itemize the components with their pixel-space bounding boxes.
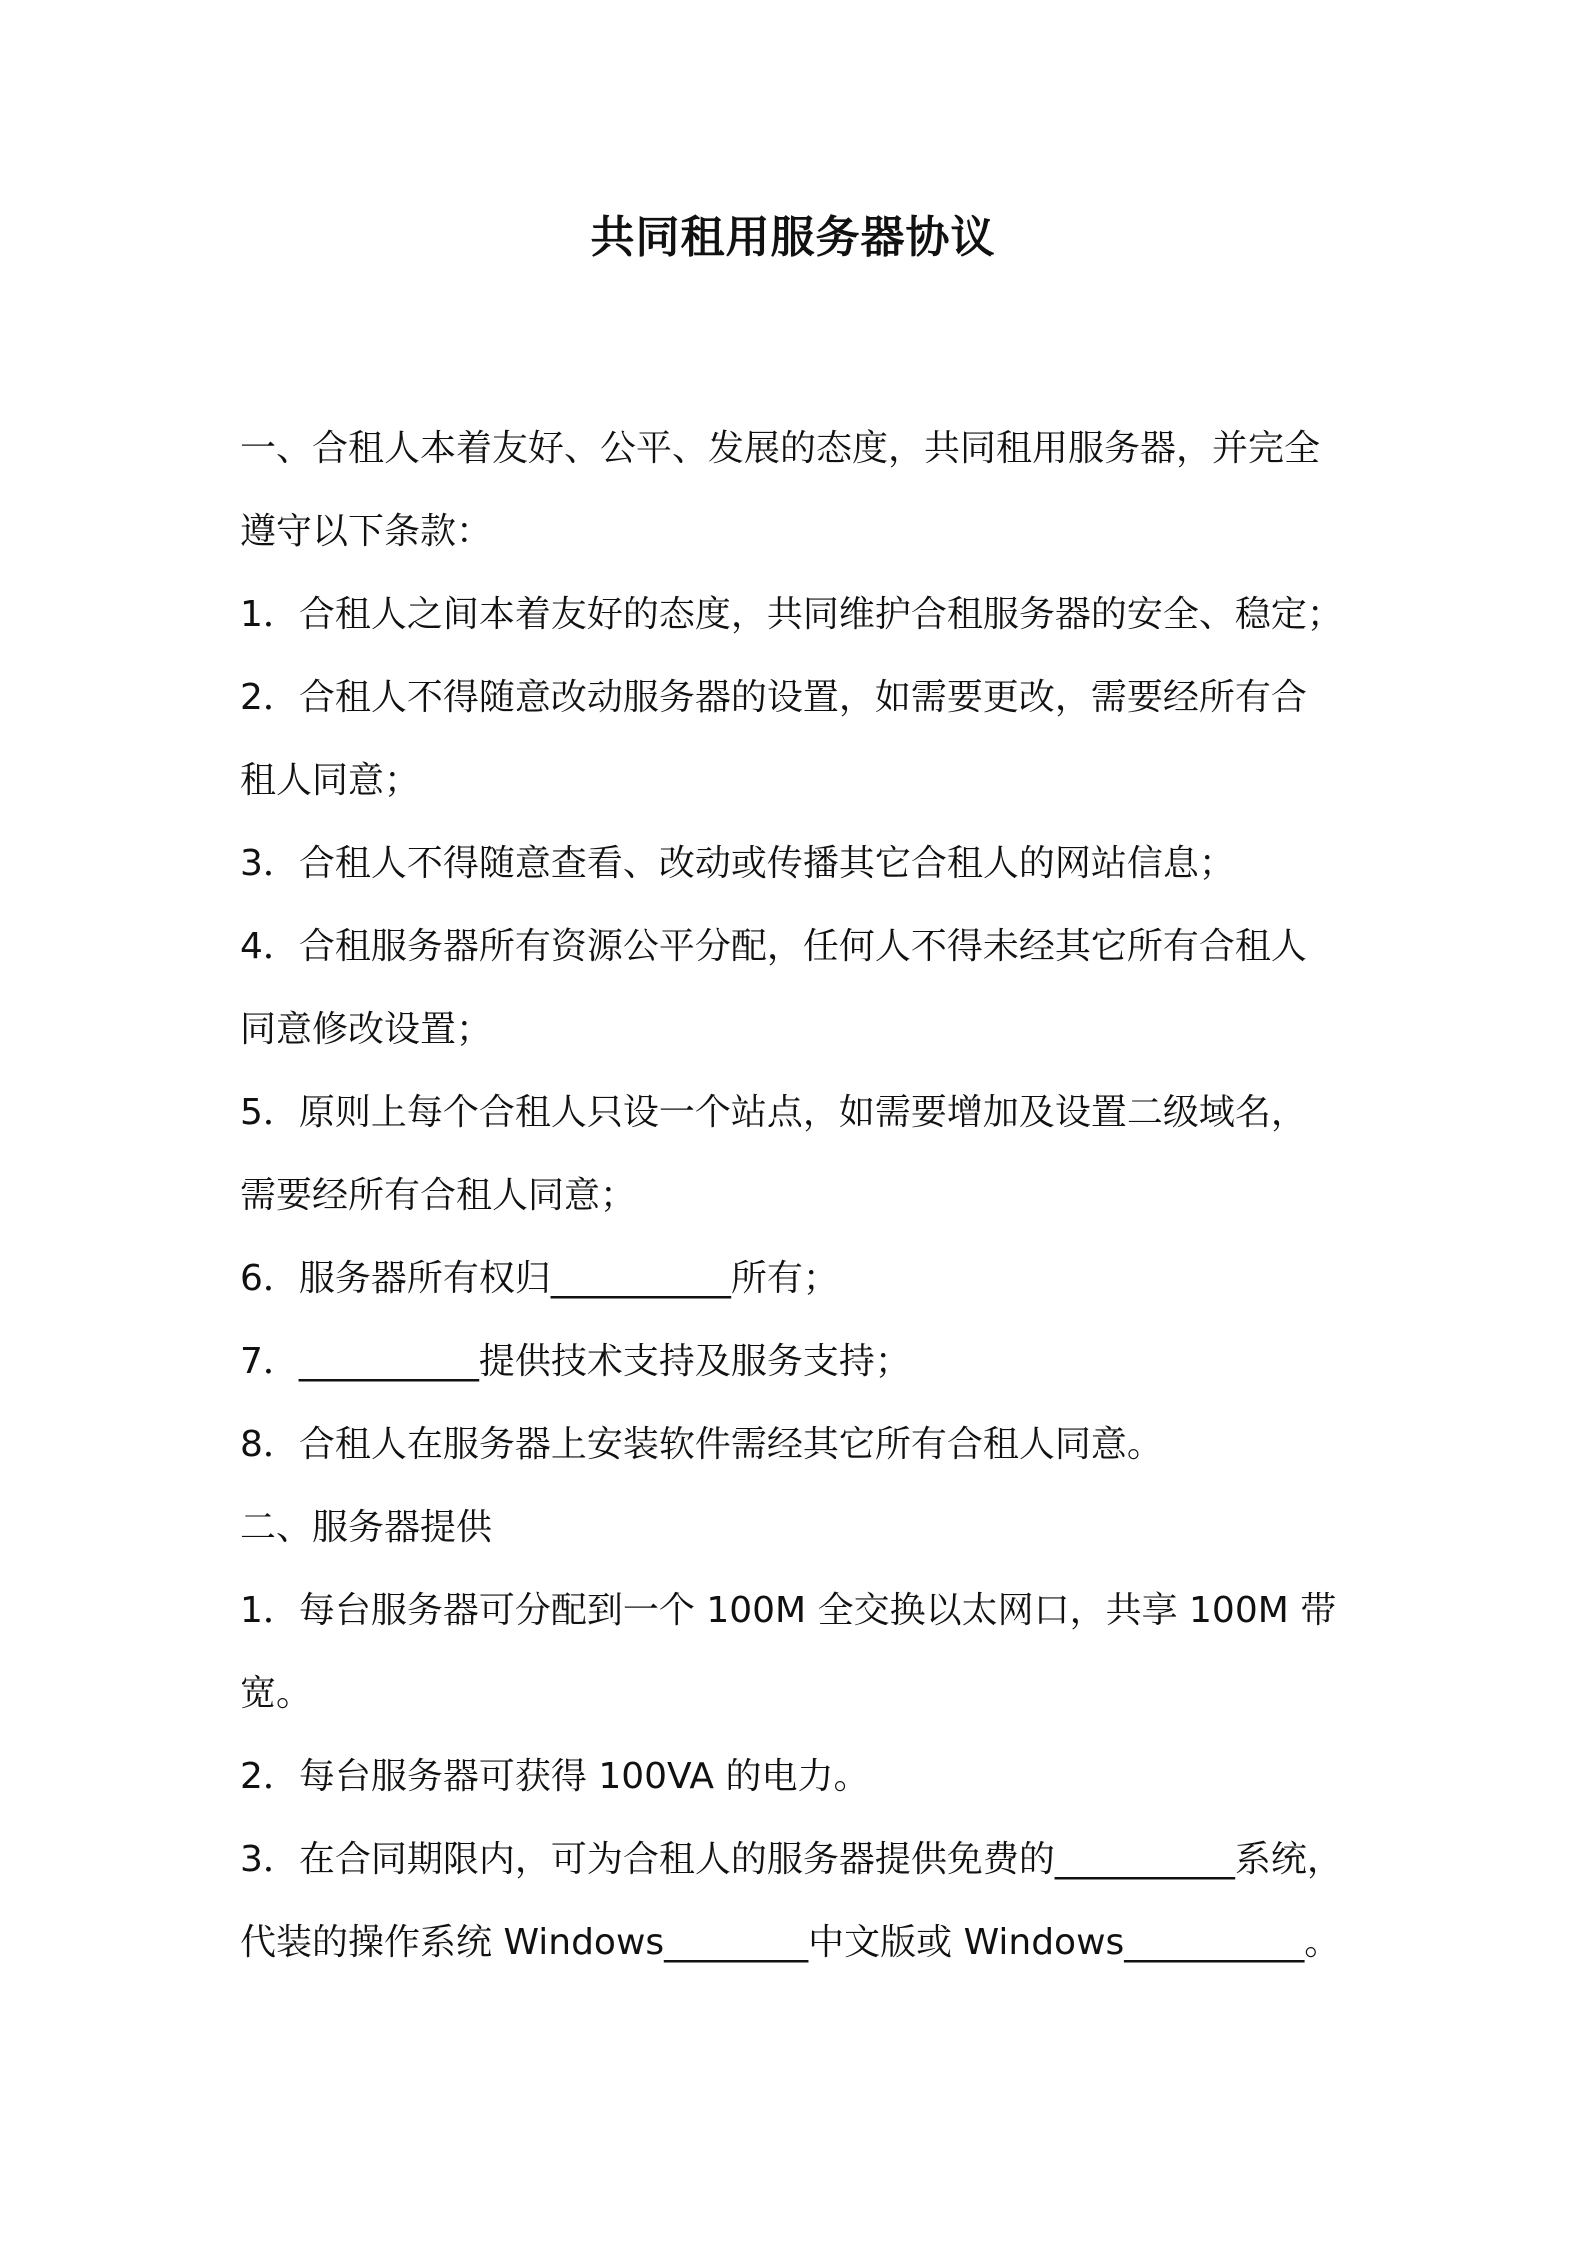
clause-line: 宽。	[240, 1673, 313, 1714]
clause-line: 4．合租服务器所有资源公平分配，任何人不得未经其它所有合租人	[240, 926, 1307, 967]
paragraph-line: 一、合租人本着友好、公平、发展的态度，共同租用服务器，并完全	[240, 428, 1321, 469]
paragraph-line: 遵守以下条款：	[240, 511, 493, 552]
document-body	[240, 407, 1390, 1984]
document-title: 共同租用服务器协议	[590, 212, 996, 263]
clause-line: 1．合租人之间本着友好的态度，共同维护合租服务器的安全、稳定；	[240, 594, 1343, 635]
clause-line: 2．合租人不得随意改动服务器的设置，如需要更改，需要经所有合	[240, 677, 1307, 718]
clause-line: 3．合租人不得随意查看、改动或传播其它合租人的网站信息；	[240, 843, 1235, 884]
clause-line: 5．原则上每个合租人只设一个站点，如需要增加及设置二级域名，	[240, 1092, 1307, 1133]
clause-line: 3．在合同期限内，可为合租人的服务器提供免费的__________系统，	[240, 1839, 1343, 1880]
clause-line: 租人同意；	[240, 760, 421, 801]
clause-line: 7．__________提供技术支持及服务支持；	[240, 1341, 911, 1382]
clause-line: 需要经所有合租人同意；	[240, 1175, 637, 1216]
section-heading: 二、服务器提供	[240, 1507, 493, 1548]
clause-line: 6．服务器所有权归__________所有；	[240, 1258, 839, 1299]
clause-line: 1．每台服务器可分配到一个 100M 全交换以太网口，共享 100M 带	[240, 1590, 1337, 1631]
clause-line: 代装的操作系统 Windows________中文版或 Windows__________。	[240, 1922, 1341, 1963]
clause-line: 同意修改设置；	[240, 1009, 493, 1050]
clause-line: 8．合租人在服务器上安装软件需经其它所有合租人同意。	[240, 1424, 1163, 1465]
clause-line: 2．每台服务器可获得 100VA 的电力。	[240, 1756, 870, 1797]
